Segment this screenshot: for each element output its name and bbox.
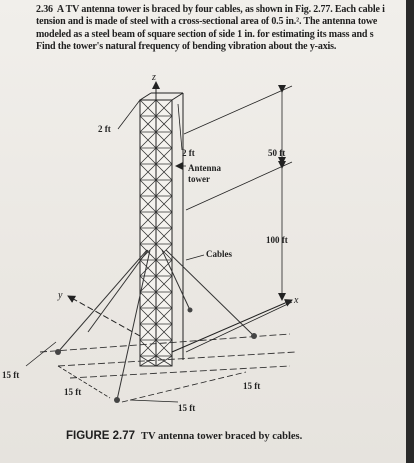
x-axis-label: x xyxy=(294,295,299,306)
caption-text: TV antenna tower braced by cables. xyxy=(141,431,303,442)
cable-upper-left xyxy=(88,250,148,332)
dim-top-depth: 2 ft xyxy=(182,148,195,158)
problem-number: 2.36 xyxy=(36,4,53,15)
cable-left xyxy=(58,250,147,352)
problem-line-4: Find the tower's natural frequency of bending vibration about the y-axis. xyxy=(36,41,337,53)
dim-front-left: 15 ft xyxy=(64,387,82,397)
dim-upper: 50 ft xyxy=(268,148,286,158)
dim-top-depth-leader xyxy=(178,104,182,150)
problem-line-1: 2.36 A TV antenna tower is braced by four cables, as shown in Fig. 2.77. Each cable i xyxy=(36,4,385,15)
dim-bottom-line xyxy=(130,400,178,402)
problem-line-3: modeled as a steel beam of square section of side 1 in. for estimating its mass and s xyxy=(36,28,374,40)
label-cables-leader xyxy=(186,255,204,260)
label-tower: tower xyxy=(188,174,210,184)
height-dimensions xyxy=(184,86,292,352)
label-cables: Cables xyxy=(206,249,233,259)
antenna-tower xyxy=(140,93,183,366)
y-axis-label: y xyxy=(58,290,63,301)
z-axis-label: z xyxy=(152,72,156,83)
y-axis xyxy=(68,296,140,336)
cable-right xyxy=(166,250,254,336)
dim-front-right: 15 ft xyxy=(243,381,261,391)
label-antenna: Antenna xyxy=(188,163,222,173)
problem-line-2: tension and is made of steel with a cross-sectional area of 0.5 in.². The antenna towe xyxy=(36,16,378,28)
problem-statement xyxy=(36,4,410,54)
dim-top-width-leader xyxy=(118,100,140,129)
figure-tv-antenna-tower xyxy=(0,64,406,428)
caption-figure-number: FIGURE 2.77 xyxy=(66,430,136,442)
dim-left-line xyxy=(26,342,56,366)
scan-edge xyxy=(406,0,414,463)
dim-lower: 100 ft xyxy=(266,235,288,245)
dim-left: 15 ft xyxy=(2,370,20,380)
dim-bottom: 15 ft xyxy=(178,403,196,413)
figure-caption xyxy=(66,430,302,442)
dim-front-right-line xyxy=(122,372,246,402)
dim-top-width: 2 ft xyxy=(98,124,111,134)
